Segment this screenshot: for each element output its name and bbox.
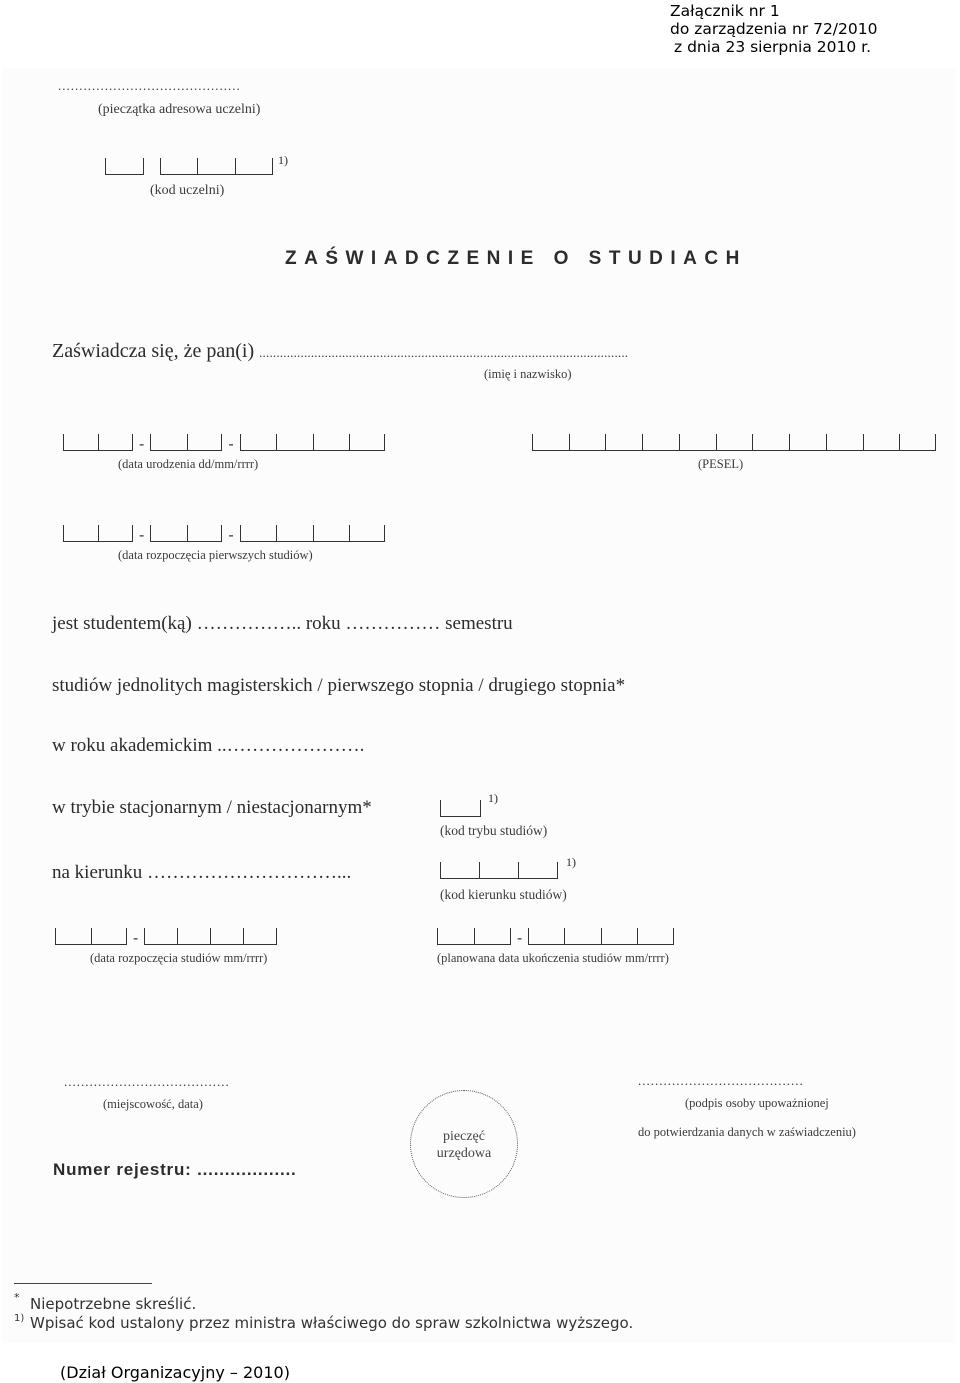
register-number: [53, 1160, 297, 1180]
studies-start-date-label: (data rozpoczęcia studiów mm/rrrr): [90, 951, 268, 965]
field-code-boxes[interactable]: [440, 862, 558, 881]
name-label: (imię i nazwisko): [484, 367, 572, 381]
seal-label-2: urzędowa: [436, 1146, 492, 1161]
birth-date-boxes[interactable]: [63, 434, 385, 453]
footnote-star-mark: *: [14, 1291, 20, 1304]
first-studies-date-boxes[interactable]: [63, 525, 385, 544]
document-title: ZAŚWIADCZENIE O STUDIACH: [285, 248, 747, 269]
seal-label-1: pieczęć: [443, 1129, 485, 1144]
university-stamp-dots: ...........................................: [58, 78, 241, 93]
university-code-footnote: 1): [278, 153, 288, 167]
university-code-label: (kod uczelni): [150, 183, 225, 198]
certify-line: [52, 340, 628, 363]
study-mode-code-box[interactable]: [440, 800, 481, 819]
register-number-field[interactable]: ..................: [197, 1160, 297, 1179]
birth-date-label: (data urodzenia dd/mm/rrrr): [118, 457, 259, 471]
name-field[interactable]: ...........................................................................................................: [259, 345, 629, 360]
student-year-semester-line[interactable]: jest studentem(ką) …………….. roku …………… semestru: [52, 613, 513, 634]
pesel-boxes[interactable]: [532, 434, 936, 453]
study-mode-footnote: 1): [488, 791, 498, 805]
footnote-one-text: Wpisać kod ustalony przez ministra właściwego do spraw szkolnictwa wyższego.: [30, 1314, 634, 1332]
signature-label-2: do potwierdzania danych w zaświadczeniu): [638, 1125, 856, 1139]
place-date-dots[interactable]: .......................................: [64, 1074, 230, 1089]
university-code-boxes[interactable]: [105, 158, 273, 177]
planned-end-date-label: (planowana data ukończenia studiów mm/rrrr): [437, 951, 669, 965]
attachment-number: Załącznik nr 1: [670, 2, 780, 20]
signature-label-1: (podpis osoby upoważnionej: [685, 1096, 829, 1110]
certify-text: Zaświadcza się, że pan(i): [52, 340, 260, 362]
footnote-separator: [14, 1283, 152, 1284]
place-date-label: (miejscowość, data): [103, 1097, 203, 1111]
academic-year-line[interactable]: w roku akademickim ..………………….: [52, 735, 365, 756]
field-code-footnote: 1): [566, 855, 576, 869]
study-mode-code-label: (kod trybu studiów): [440, 823, 548, 838]
study-mode-line[interactable]: w trybie stacjonarnym / niestacjonarnym*: [52, 797, 372, 818]
regulation-date: z dnia 23 sierpnia 2010 r.: [674, 38, 872, 56]
start-date-dash: -: [133, 930, 139, 947]
first-studies-dash-1: -: [139, 527, 145, 544]
signature-dots[interactable]: .......................................: [638, 1073, 804, 1088]
birth-date-dash-2: -: [228, 436, 234, 453]
planned-end-date-boxes[interactable]: [437, 928, 674, 947]
field-code-label: (kod kierunku studiów): [440, 887, 567, 902]
pesel-label: (PESEL): [698, 457, 744, 471]
field-of-study-line[interactable]: na kierunku …………………………...: [52, 862, 352, 883]
footnote-one-mark: 1): [14, 1313, 25, 1324]
footnote-star-text: Niepotrzebne skreślić.: [30, 1295, 197, 1313]
regulation-number: do zarządzenia nr 72/2010: [670, 20, 878, 38]
first-studies-label: (data rozpoczęcia pierwszych studiów): [118, 548, 313, 562]
studies-start-date-boxes[interactable]: [55, 928, 277, 947]
first-studies-dash-2: -: [228, 527, 234, 544]
studies-type-line[interactable]: studiów jednolitych magisterskich / pierwszego stopnia / drugiego stopnia*: [52, 675, 626, 696]
birth-date-dash-1: -: [139, 436, 145, 453]
end-date-dash: -: [517, 930, 523, 947]
department-footer: (Dział Organizacyjny – 2010): [60, 1363, 290, 1382]
university-stamp-label: (pieczątka adresowa uczelni): [98, 102, 261, 117]
official-seal-placeholder: [410, 1090, 518, 1198]
register-number-label: Numer rejestru:: [53, 1160, 198, 1179]
